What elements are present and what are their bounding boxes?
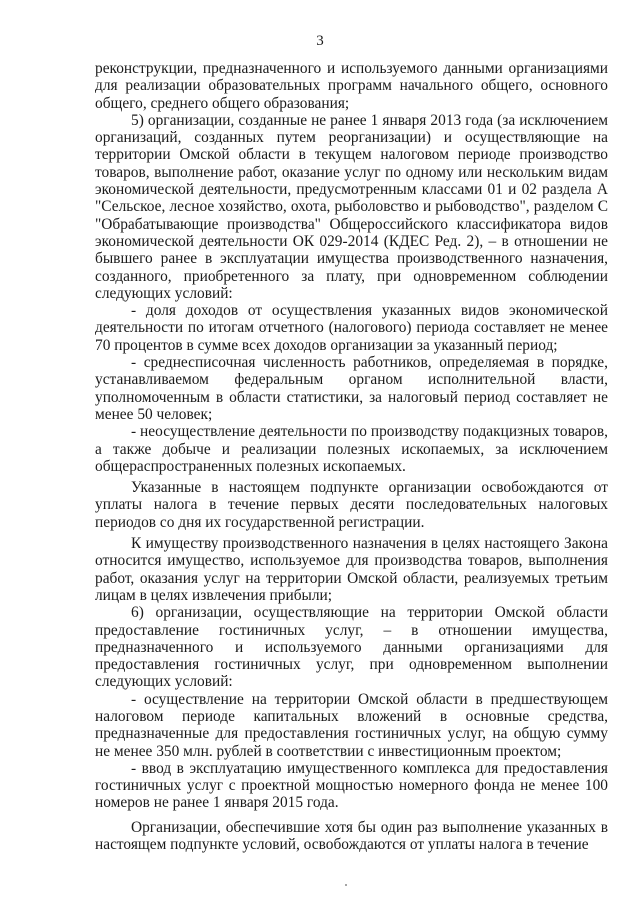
paragraph-10: - ввод в эксплуатацию имущественного комплекса для предоставления гостиничных услуг с проектной мощностью номерного фонда не менее 100 номеров не ранее 1 января 2015 года. — [95, 759, 608, 812]
paragraph-5: - неосуществление деятельности по производству подакцизных товаров, а также добыче и реализации полезных ископаемых, за исключением общераспространенных полезных ископаемых. — [95, 423, 608, 475]
document-body — [95, 60, 608, 853]
paragraph-1: реконструкции, предназначенного и используемого данными организациями для реализации образовательных программ начального общего, основного общего, среднего общего образования; — [95, 60, 608, 112]
paragraph-4: - среднесписочная численность работников, определяемая в порядке, устанавливаемом федеральным органом исполнительной власти, уполномоченным в области статистики, за налоговый период составляет не менее 50 человек; — [95, 354, 608, 423]
paragraph-9: - осуществление на территории Омской области в предшествующем налоговом периоде капитальных вложений в основные средства, предназначенные для предоставления гостиничных услуг, на общую сумму не менее 350 млн. рублей в соответствии с инвестиционным проектом; — [95, 690, 608, 760]
paragraph-3: - доля доходов от осуществления указанных видов экономической деятельности по итогам отчетного (налогового) периода составляет не менее 70 процентов в сумме всех доходов организации за указанный период; — [95, 302, 608, 354]
page-number: 3 — [316, 33, 324, 49]
paragraph-11: Организации, обеспечившие хотя бы один раз выполнение указанных в настоящем подпункте условий, освобождаются от уплаты налога в течение — [95, 818, 608, 854]
paragraph-8: 6) организации, осуществляющие на территории Омской области предоставление гостиничных услуг, – в отношении имущества, предназначенного и используемого данными организациями для предоставления гостиничных услуг, при одновременном выполнении следующих условий: — [95, 604, 608, 691]
paragraph-7: К имуществу производственного назначения в целях настоящего Закона относится имущество, используемое для производства товаров, выполнения работ, оказания услуг на территории Омской области, реализуемых третьим лицам в целях извлечения прибыли; — [95, 535, 608, 604]
paragraph-2: 5) организации, созданные не ранее 1 января 2013 года (за исключением организаций, созданных путем реорганизации) и осуществляющие на территории Омской области в текущем налоговом периоде производство товаров, выполнение работ, оказание услуг по одному или нескольким видам экономической деятельности, предусмотренным классами 01 и 02 раздела А "Сельское, лесное хозяйство, охота, рыболовство и рыбоводство", разделом С "Обрабатывающие производства" Общероссийского классификатора видов экономической деятельности ОК 029-2014 (КДЕС Ред. 2), – в отношении не бывшего ранее в эксплуатации имущества производственного назначения, созданного, приобретенного за плату, при одновременном соблюдении следующих условий: — [95, 111, 608, 302]
scan-speck — [345, 884, 347, 886]
paragraph-6: Указанные в настоящем подпункте организации освобождаются от уплаты налога в течение первых десяти последовательных налоговых периодов со дня их государственной регистрации. — [95, 479, 608, 531]
